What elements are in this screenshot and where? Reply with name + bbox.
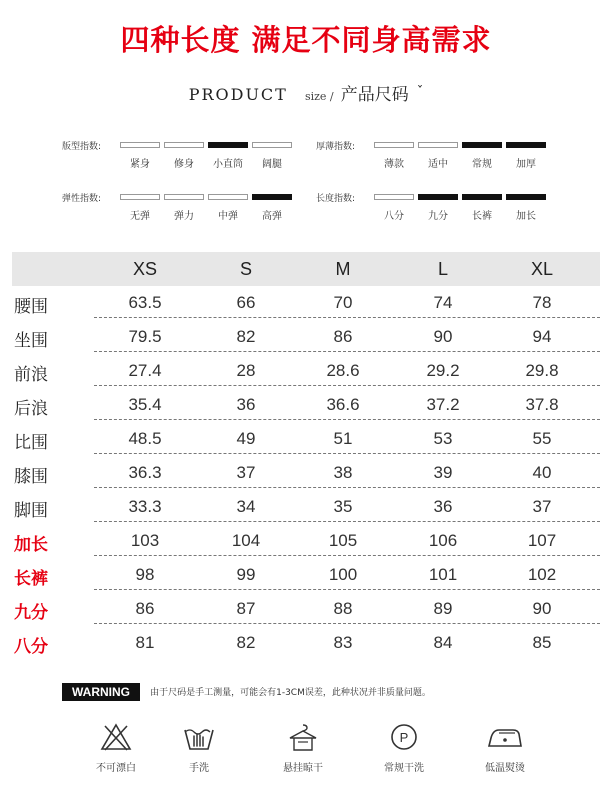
table-cell: 39 [433, 463, 453, 482]
row-divider [94, 623, 600, 624]
index-option-label: 薄款 [384, 159, 404, 170]
product-size-title: 产品尺码 [340, 85, 409, 105]
table-cell: 74 [433, 293, 453, 312]
warning-notice [62, 681, 431, 701]
dry-clean-icon [354, 722, 454, 752]
index-option-label: 九分 [428, 211, 448, 222]
index-bar [462, 194, 502, 200]
table-cell: 82 [236, 327, 256, 346]
row-divider [94, 589, 600, 590]
index-option-label: 适中 [428, 159, 448, 170]
table-cell: 79.5 [128, 327, 162, 346]
care-label: 低温熨烫 [485, 763, 525, 774]
index-bar [418, 194, 458, 200]
table-cell: 103 [130, 531, 160, 550]
index-option-label: 无弹 [130, 211, 150, 222]
index-option-label: 加长 [516, 211, 536, 222]
warning-badge: WARNING [62, 683, 140, 701]
index-bar [208, 142, 248, 148]
index-bars [374, 194, 546, 200]
table-cell: 35 [333, 497, 353, 516]
table-cell: 102 [527, 565, 557, 584]
table-row [12, 558, 600, 592]
table-row [12, 388, 600, 422]
index-bar [164, 194, 204, 200]
index-options [374, 207, 546, 222]
table-row [12, 524, 600, 558]
table-row [12, 490, 600, 524]
care-label: 手洗 [189, 763, 209, 774]
index-option-label: 弹力 [174, 211, 194, 222]
table-cell: 89 [433, 599, 453, 618]
index-bars [120, 194, 292, 200]
table-cell: 48.5 [128, 429, 162, 448]
table-cell: 63.5 [128, 293, 162, 312]
row-label: 坐围 [14, 331, 48, 351]
size-rows [12, 286, 600, 660]
care-label: 不可漂白 [96, 763, 136, 774]
size-column-header: S [239, 259, 252, 279]
index-bar [462, 142, 502, 148]
size-column-header: L [437, 259, 448, 279]
table-cell: 101 [428, 565, 458, 584]
index-bars [120, 142, 292, 148]
row-divider [94, 453, 600, 454]
index-bar [374, 142, 414, 148]
index-label: 版型指数: [62, 142, 102, 152]
table-row [12, 626, 600, 660]
table-cell: 90 [532, 599, 552, 618]
table-cell: 83 [333, 633, 353, 652]
index-option-label: 加厚 [516, 159, 536, 170]
table-cell: 36 [236, 395, 256, 414]
index-option-label: 常规 [472, 159, 492, 170]
svg-text:P: P [399, 730, 409, 745]
table-row [12, 286, 600, 320]
row-label: 前浪 [14, 365, 48, 385]
table-cell: 28 [236, 361, 256, 380]
table-cell: 99 [236, 565, 256, 584]
care-label: 悬挂晾干 [283, 763, 323, 774]
index-option-label: 阔腿 [262, 159, 282, 170]
index-option-label: 小直筒 [213, 159, 243, 170]
table-cell: 37.8 [525, 395, 559, 414]
hang-dry-icon [253, 722, 353, 752]
chevron-down-icon: ˇ [416, 85, 424, 100]
table-cell: 33.3 [128, 497, 162, 516]
table-cell: 38 [333, 463, 353, 482]
index-label: 长度指数: [316, 194, 356, 204]
index-option-label: 紧身 [130, 159, 150, 170]
index-bar [120, 142, 160, 148]
size-table [12, 252, 600, 660]
table-cell: 28.6 [326, 361, 360, 380]
product-header [0, 80, 612, 105]
table-cell: 37 [236, 463, 256, 482]
product-word: PRODUCT [188, 85, 288, 104]
index-bar [252, 142, 292, 148]
table-cell: 84 [433, 633, 453, 652]
table-cell: 90 [433, 327, 453, 346]
index-bar [208, 194, 248, 200]
index-options [374, 155, 546, 170]
care-item [354, 722, 454, 774]
row-label: 加长 [14, 535, 48, 555]
table-cell: 104 [231, 531, 261, 550]
row-divider [94, 317, 600, 318]
table-cell: 35.4 [128, 395, 162, 414]
index-options [120, 155, 292, 170]
table-row [12, 320, 600, 354]
index-bar [374, 194, 414, 200]
table-cell: 78 [532, 293, 552, 312]
table-cell: 86 [333, 327, 353, 346]
table-cell: 27.4 [128, 361, 162, 380]
table-cell: 105 [328, 531, 358, 550]
row-divider [94, 555, 600, 556]
table-cell: 70 [333, 293, 353, 312]
index-bar [506, 194, 546, 200]
row-label: 后浪 [14, 399, 48, 419]
index-option-label: 中弹 [218, 211, 238, 222]
table-cell: 29.2 [426, 361, 460, 380]
table-cell: 94 [532, 327, 552, 346]
hand-wash-icon [149, 722, 249, 752]
row-divider [94, 351, 600, 352]
table-cell: 100 [328, 565, 358, 584]
table-cell: 87 [236, 599, 256, 618]
size-column-header: XS [132, 259, 157, 279]
row-divider [94, 385, 600, 386]
table-cell: 98 [135, 565, 155, 584]
table-cell: 82 [236, 633, 256, 652]
index-option-label: 高弹 [262, 211, 282, 222]
product-size-label: size / [304, 90, 334, 103]
table-cell: 34 [236, 497, 256, 516]
index-bar [164, 142, 204, 148]
table-cell: 86 [135, 599, 155, 618]
care-item [455, 722, 555, 774]
table-cell: 37 [532, 497, 552, 516]
index-bar [252, 194, 292, 200]
index-option-label: 长裤 [472, 211, 492, 222]
index-option-label: 修身 [174, 159, 194, 170]
table-row [12, 456, 600, 490]
table-row [12, 422, 600, 456]
table-cell: 88 [333, 599, 353, 618]
row-label: 膝围 [14, 467, 48, 487]
size-column-header: M [335, 259, 351, 279]
index-bar [418, 142, 458, 148]
table-cell: 51 [333, 429, 353, 448]
table-cell: 29.8 [525, 361, 559, 380]
warning-text: 由于尺码是手工测量，可能会有1-3CM误差，此种状况并非质量问题。 [150, 688, 431, 698]
size-header-row [12, 252, 600, 286]
index-label: 弹性指数: [62, 194, 102, 204]
table-cell: 81 [135, 633, 155, 652]
table-cell: 40 [532, 463, 552, 482]
index-bar [506, 142, 546, 148]
table-cell: 49 [236, 429, 256, 448]
table-cell: 55 [532, 429, 552, 448]
care-label: 常规干洗 [384, 763, 424, 774]
table-cell: 37.2 [426, 395, 460, 414]
low-iron-icon [455, 722, 555, 752]
row-divider [94, 419, 600, 420]
table-cell: 66 [236, 293, 256, 312]
table-cell: 36 [433, 497, 453, 516]
row-label: 九分 [14, 603, 48, 623]
row-label: 比围 [14, 433, 48, 453]
care-item [253, 722, 353, 774]
care-item [149, 722, 249, 774]
index-label: 厚薄指数: [316, 142, 356, 152]
table-cell: 85 [532, 633, 552, 652]
row-label: 腰围 [14, 297, 48, 317]
table-cell: 36.3 [128, 463, 162, 482]
table-cell: 106 [428, 531, 458, 550]
row-label: 长裤 [14, 569, 48, 589]
size-column-header: XL [530, 259, 554, 279]
row-label: 脚围 [14, 501, 48, 521]
table-cell: 107 [527, 531, 557, 550]
row-divider [94, 487, 600, 488]
table-cell: 53 [433, 429, 453, 448]
row-label: 八分 [14, 637, 48, 657]
index-bar [120, 194, 160, 200]
table-row [12, 354, 600, 388]
table-row [12, 592, 600, 626]
row-divider [94, 521, 600, 522]
table-cell: 36.6 [326, 395, 360, 414]
headline: 四种长度 满足不同身高需求 [120, 23, 492, 57]
index-options [120, 207, 292, 222]
index-bars [374, 142, 546, 148]
index-option-label: 八分 [384, 211, 404, 222]
